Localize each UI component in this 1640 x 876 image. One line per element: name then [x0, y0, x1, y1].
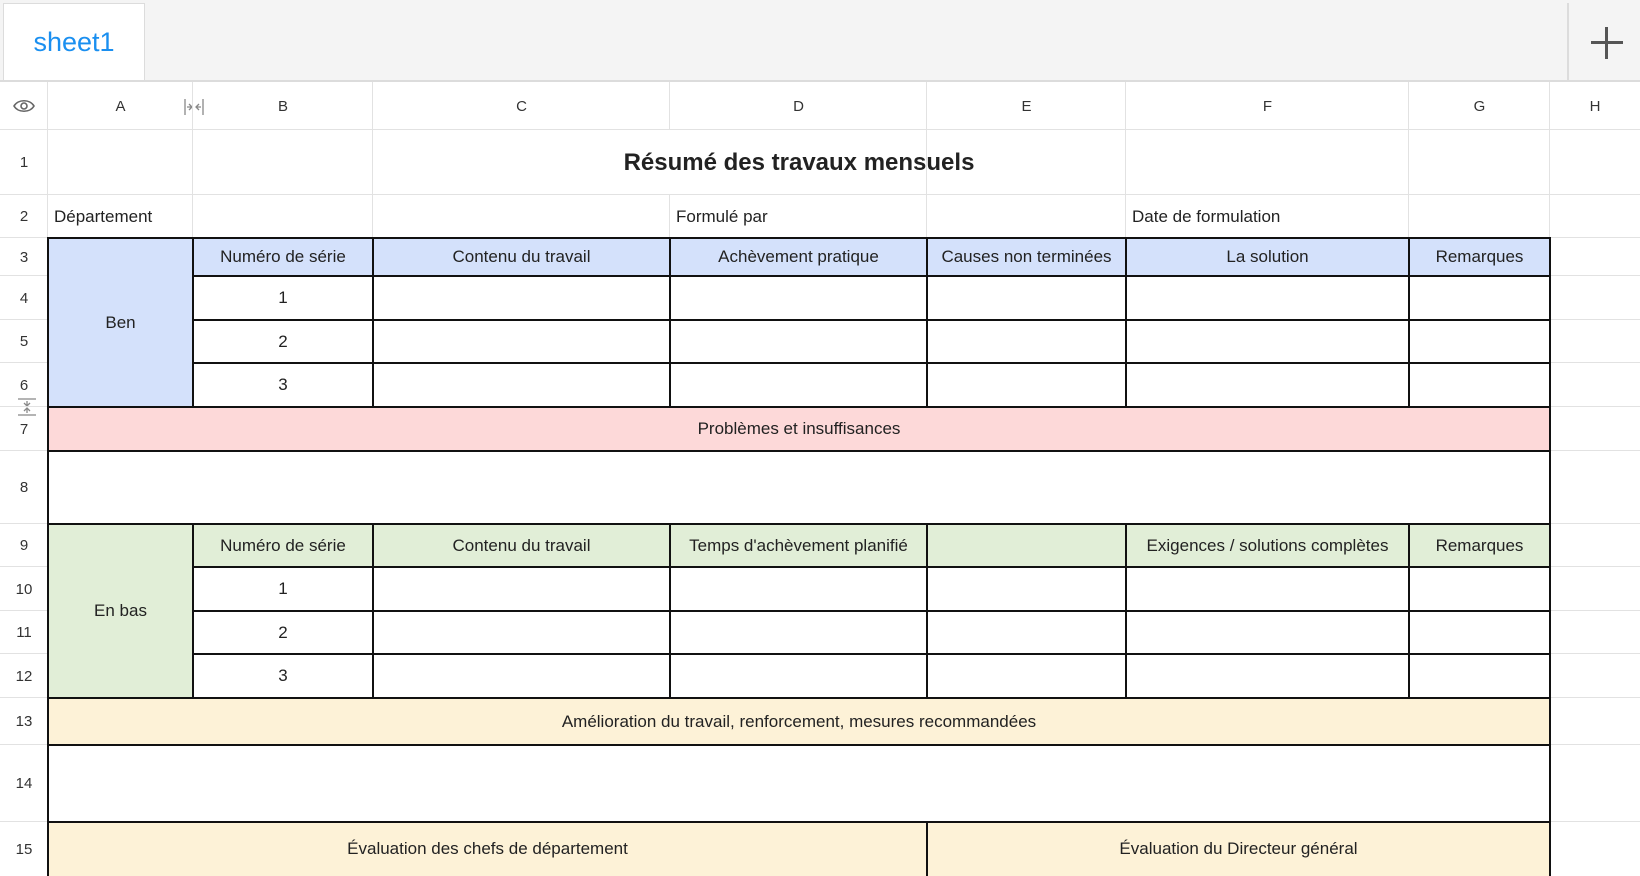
s1-serial-1[interactable]: 1	[278, 288, 288, 307]
column-resize-icon[interactable]	[183, 98, 205, 116]
row-header-13[interactable]: 13	[15, 713, 33, 730]
improvement-banner[interactable]: Amélioration du travail, renforcement, mesures recommandées	[48, 698, 1550, 745]
column-header-d[interactable]: D	[793, 97, 804, 115]
s2-serial-1[interactable]: 1	[278, 579, 288, 598]
sheet-tab-bar	[0, 0, 1640, 82]
s2-header-content[interactable]: Contenu du travail	[373, 524, 670, 567]
row-header-2[interactable]: 2	[19, 208, 29, 225]
s2-header-remarks[interactable]: Remarques	[1409, 524, 1550, 567]
problems-banner[interactable]: Problèmes et insuffisances	[48, 407, 1550, 451]
row-header-8[interactable]: 8	[19, 479, 29, 496]
row-header-4[interactable]: 4	[19, 289, 29, 307]
ben-label: Ben	[105, 312, 136, 332]
s2-header-serial[interactable]: Numéro de série	[193, 524, 373, 567]
eval-chefs-cell[interactable]: Évaluation des chefs de département	[48, 822, 927, 876]
eval-dg-cell[interactable]: Évaluation du Directeur général	[927, 822, 1550, 876]
row-header-3[interactable]: 3	[19, 248, 29, 266]
s2-header-requirements[interactable]: Exigences / solutions complètes	[1126, 524, 1409, 567]
column-header-f[interactable]: F	[1262, 97, 1273, 115]
en-bas-label: En bas	[94, 601, 147, 620]
row-header-7[interactable]: 7	[19, 420, 29, 438]
visibility-toggle[interactable]	[0, 82, 48, 130]
s2-header-empty[interactable]	[927, 524, 1126, 567]
en-bas-label-cell[interactable]	[48, 524, 193, 698]
formulation-date-label[interactable]: Date de formulation	[1132, 206, 1281, 226]
ben-label-cell[interactable]	[48, 238, 193, 407]
department-label[interactable]: Département	[54, 206, 153, 226]
s1-header-serial[interactable]: Numéro de série	[193, 238, 373, 276]
column-header-b[interactable]: B	[277, 97, 288, 115]
s1-serial-3[interactable]: 3	[278, 375, 288, 394]
sheet-tab[interactable]: sheet1	[3, 3, 145, 80]
spreadsheet-grid[interactable]	[0, 82, 1640, 876]
row-header-10[interactable]: 10	[15, 580, 33, 598]
column-header-g[interactable]: G	[1473, 97, 1486, 115]
row-header-1[interactable]: 1	[19, 154, 29, 171]
s1-header-causes[interactable]: Causes non terminées	[927, 238, 1126, 276]
row-header-6[interactable]: 6	[19, 376, 29, 394]
row-resize-icon[interactable]	[17, 397, 37, 417]
row-header-5[interactable]: 5	[19, 333, 29, 350]
eye-icon	[13, 99, 35, 113]
s1-header-remarks[interactable]: Remarques	[1409, 238, 1550, 276]
s1-header-content[interactable]: Contenu du travail	[373, 238, 670, 276]
column-header-a[interactable]: A	[115, 97, 126, 115]
sheet-title[interactable]: Résumé des travaux mensuels	[623, 148, 975, 176]
row-header-14[interactable]: 14	[15, 775, 33, 792]
row-header-11[interactable]: 11	[16, 624, 32, 641]
s1-serial-2[interactable]: 2	[278, 331, 288, 351]
s2-serial-3[interactable]: 3	[278, 666, 288, 685]
column-header-h[interactable]: H	[1589, 97, 1601, 115]
column-header-c[interactable]: C	[516, 97, 527, 115]
row-header-15[interactable]: 15	[15, 840, 33, 858]
column-header-e[interactable]: E	[1021, 97, 1032, 115]
row-header-9[interactable]: 9	[19, 537, 29, 554]
s1-header-achievement[interactable]: Achèvement pratique	[670, 238, 927, 276]
s2-serial-2[interactable]: 2	[278, 622, 288, 642]
row-header-12[interactable]: 12	[15, 667, 33, 685]
s2-header-planned-time[interactable]: Temps d'achèvement planifié	[670, 524, 927, 567]
add-sheet-button[interactable]	[1567, 3, 1640, 80]
s1-header-solution[interactable]: La solution	[1126, 238, 1409, 276]
formulated-by-label[interactable]: Formulé par	[676, 206, 768, 226]
